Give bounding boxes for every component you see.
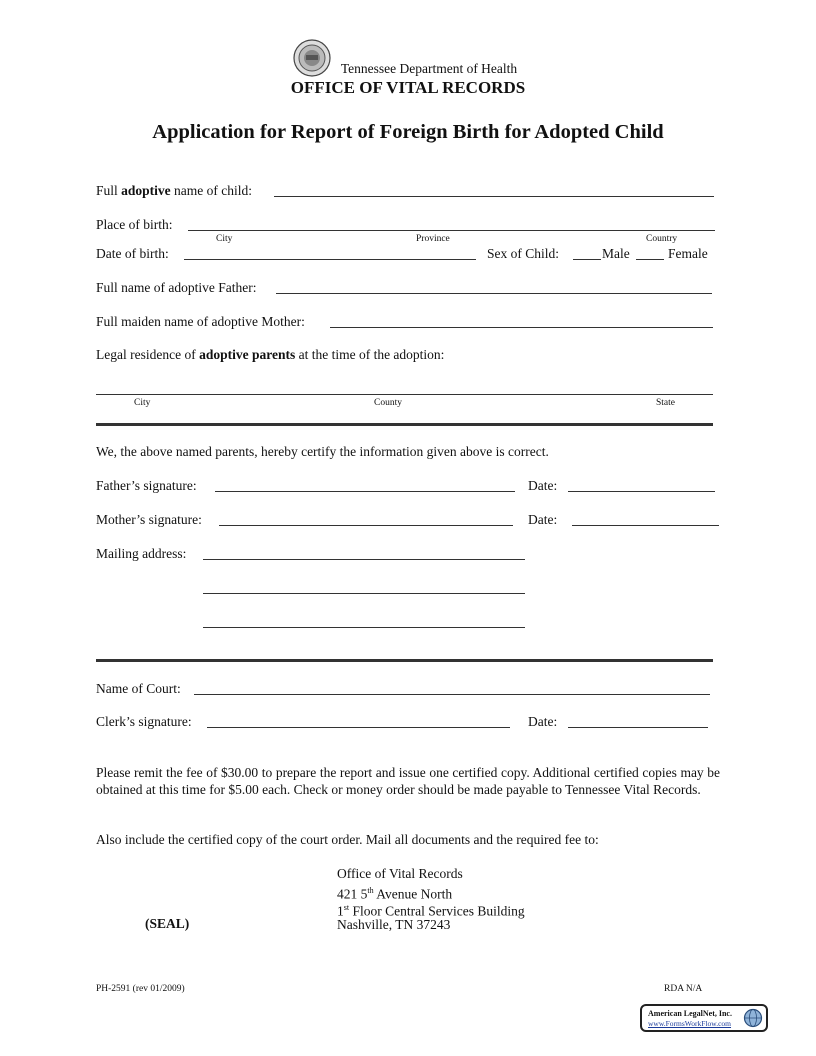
badge-link[interactable]: www.FormsWorkFlow.com: [648, 1019, 732, 1028]
place-caption-province: Province: [416, 234, 450, 244]
section-divider: [96, 659, 713, 662]
sex-female-field[interactable]: [636, 259, 664, 260]
sex-male-label: Male: [602, 246, 630, 261]
badge-company-name: American LegalNet, Inc.: [648, 1009, 732, 1018]
agency-name: Tennessee Department of Health: [340, 61, 518, 76]
father-signature-field[interactable]: [215, 491, 515, 492]
father-signature-label: Father’s signature:: [96, 478, 197, 493]
court-name-label: Name of Court:: [96, 681, 181, 696]
clerk-date-label: Date:: [528, 714, 558, 729]
court-name-field[interactable]: [194, 694, 710, 695]
clerk-signature-label: Clerk’s signature:: [96, 714, 192, 729]
seal-label: (SEAL): [145, 916, 190, 931]
address-line-2: 421 5th Avenue North: [337, 886, 453, 902]
father-name-label: Full name of adoptive Father:: [96, 280, 257, 295]
mailing-address-line-2[interactable]: [203, 593, 525, 594]
mother-date-field[interactable]: [572, 525, 719, 526]
residence-caption-city: City: [134, 398, 151, 408]
address-line-3: 1st Floor Central Services Building: [337, 903, 525, 919]
form-id: PH-2591 (rev 01/2009): [96, 984, 185, 994]
mailing-address-line-1[interactable]: [203, 559, 525, 560]
place-of-birth-label: Place of birth:: [96, 217, 173, 232]
place-caption-country: Country: [646, 234, 678, 244]
mother-name-field[interactable]: [330, 327, 713, 328]
address-line-4: Nashville, TN 37243: [337, 917, 451, 932]
child-name-label: Full adoptive name of child:: [96, 183, 253, 198]
legalnet-badge[interactable]: [640, 1004, 768, 1032]
mother-name-label: Full maiden name of adoptive Mother:: [96, 314, 305, 329]
globe-icon: [743, 1008, 763, 1028]
father-name-field[interactable]: [276, 293, 712, 294]
residence-caption-county: County: [374, 398, 402, 408]
residence-field[interactable]: [96, 394, 713, 395]
address-line-1: Office of Vital Records: [337, 866, 463, 881]
office-heading: OFFICE OF VITAL RECORDS: [290, 78, 526, 97]
fee-instructions: Please remit the fee of $30.00 to prepare the report and issue one certified copy. Additional certified copies may be obtained at this time for $5.00 each. Check or money order should be made payable to Tennessee Vital Records.: [96, 765, 720, 797]
mother-signature-label: Mother’s signature:: [96, 512, 202, 527]
mother-signature-field[interactable]: [219, 525, 513, 526]
mailing-address-label: Mailing address:: [96, 546, 187, 561]
residence-label: Legal residence of adoptive parents at the time of the adoption:: [96, 347, 445, 362]
section-divider: [96, 423, 713, 426]
date-of-birth-field[interactable]: [184, 259, 476, 260]
page-title: Application for Report of Foreign Birth for Adopted Child: [152, 121, 664, 143]
child-name-field[interactable]: [274, 196, 714, 197]
mother-date-label: Date:: [528, 512, 558, 527]
mailing-address-line-3[interactable]: [203, 627, 525, 628]
court-order-instructions: Also include the certified copy of the court order. Mail all documents and the required fee to:: [96, 832, 599, 847]
clerk-signature-field[interactable]: [207, 727, 510, 728]
place-caption-city: City: [216, 234, 233, 244]
date-of-birth-label: Date of birth:: [96, 246, 169, 261]
rda-label: RDA N/A: [664, 984, 703, 994]
sex-male-field[interactable]: [573, 259, 601, 260]
sex-of-child-label: Sex of Child:: [487, 246, 560, 261]
residence-caption-state: State: [656, 398, 675, 408]
father-date-label: Date:: [528, 478, 558, 493]
clerk-date-field[interactable]: [568, 727, 708, 728]
place-of-birth-field[interactable]: [188, 230, 715, 231]
sex-female-label: Female: [668, 246, 708, 261]
father-date-field[interactable]: [568, 491, 715, 492]
certify-statement: We, the above named parents, hereby certify the information given above is correct.: [96, 444, 549, 459]
